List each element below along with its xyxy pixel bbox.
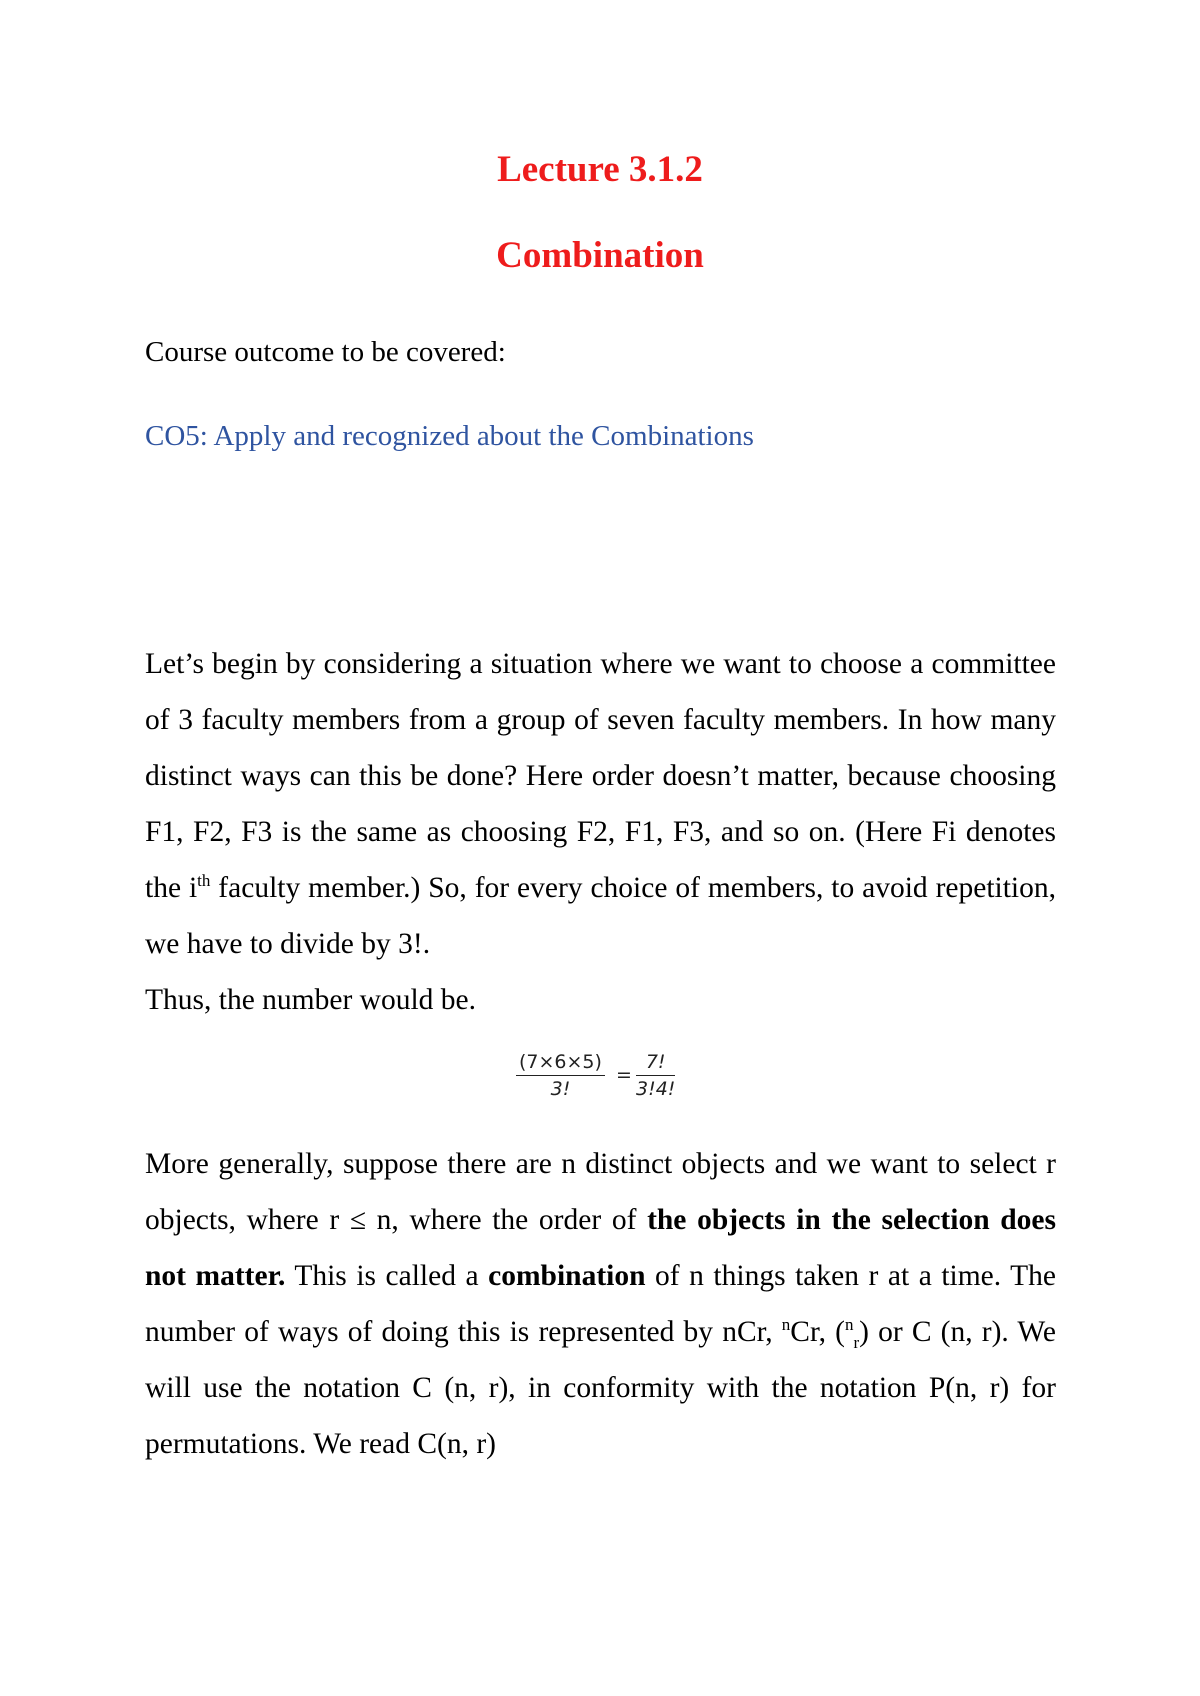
bold-text: the objects in the selection does not matter. xyxy=(145,1204,1056,1292)
paragraph-text: This is called a xyxy=(285,1260,489,1292)
bold-term-combination: combination xyxy=(488,1260,646,1292)
paragraph-text: ) or C (n, r). We will use the notation C (n, r), in conformity with the notation P(n, r) for permutations. We read C(n, r) xyxy=(145,1316,1056,1460)
superscript-n: n xyxy=(781,1315,791,1335)
equals-sign: = xyxy=(616,1064,632,1086)
paragraph-text: Cr, ( xyxy=(790,1316,845,1348)
course-outcome-intro: Course outcome to be covered: xyxy=(145,336,506,368)
fraction-right xyxy=(636,1050,675,1102)
paragraph-text: Let’s begin by considering a situation where we want to choose a committee of 3 faculty members from a group of seven faculty members. In how many distinct ways can this be done? Here order doesn’t matter, because choosing F1, F2, F3 is the same as choosing F2, F1, F3, and so on. (Here Fi denotes the i xyxy=(145,648,1056,904)
topic-heading: Combination xyxy=(496,235,704,276)
fraction-denominator: 3! xyxy=(550,1078,571,1100)
paragraph-text: faculty member.) So, for every choice of members, to avoid repetition, we have to divide by 3!. xyxy=(145,872,1056,960)
paragraph-committee-example xyxy=(145,636,1056,1028)
subscript-r: r xyxy=(853,1332,860,1352)
fraction-left xyxy=(516,1050,605,1102)
lecture-number-heading: Lecture 3.1.2 xyxy=(497,149,703,190)
fraction-numerator: (7×6×5) xyxy=(516,1050,605,1076)
paragraph-last-line: Thus, the number would be. xyxy=(145,984,476,1016)
superscript-n: n xyxy=(844,1315,854,1335)
superscript-th: th xyxy=(197,871,211,891)
paragraph-text: of n things taken r at a time. The number of ways of doing this is represented by nCr, xyxy=(145,1260,1056,1348)
fraction-numerator: 7! xyxy=(636,1050,675,1076)
course-outcome-co5: CO5: Apply and recognized about the Combinations xyxy=(145,420,754,452)
paragraph-text: More generally, suppose there are n distinct objects and we want to select r objects, where r ≤ n, where the order of xyxy=(145,1148,1056,1236)
formula xyxy=(0,1050,1200,1110)
fraction-denominator: 3!4! xyxy=(636,1078,676,1100)
paragraph-combination-definition xyxy=(145,1136,1056,1472)
